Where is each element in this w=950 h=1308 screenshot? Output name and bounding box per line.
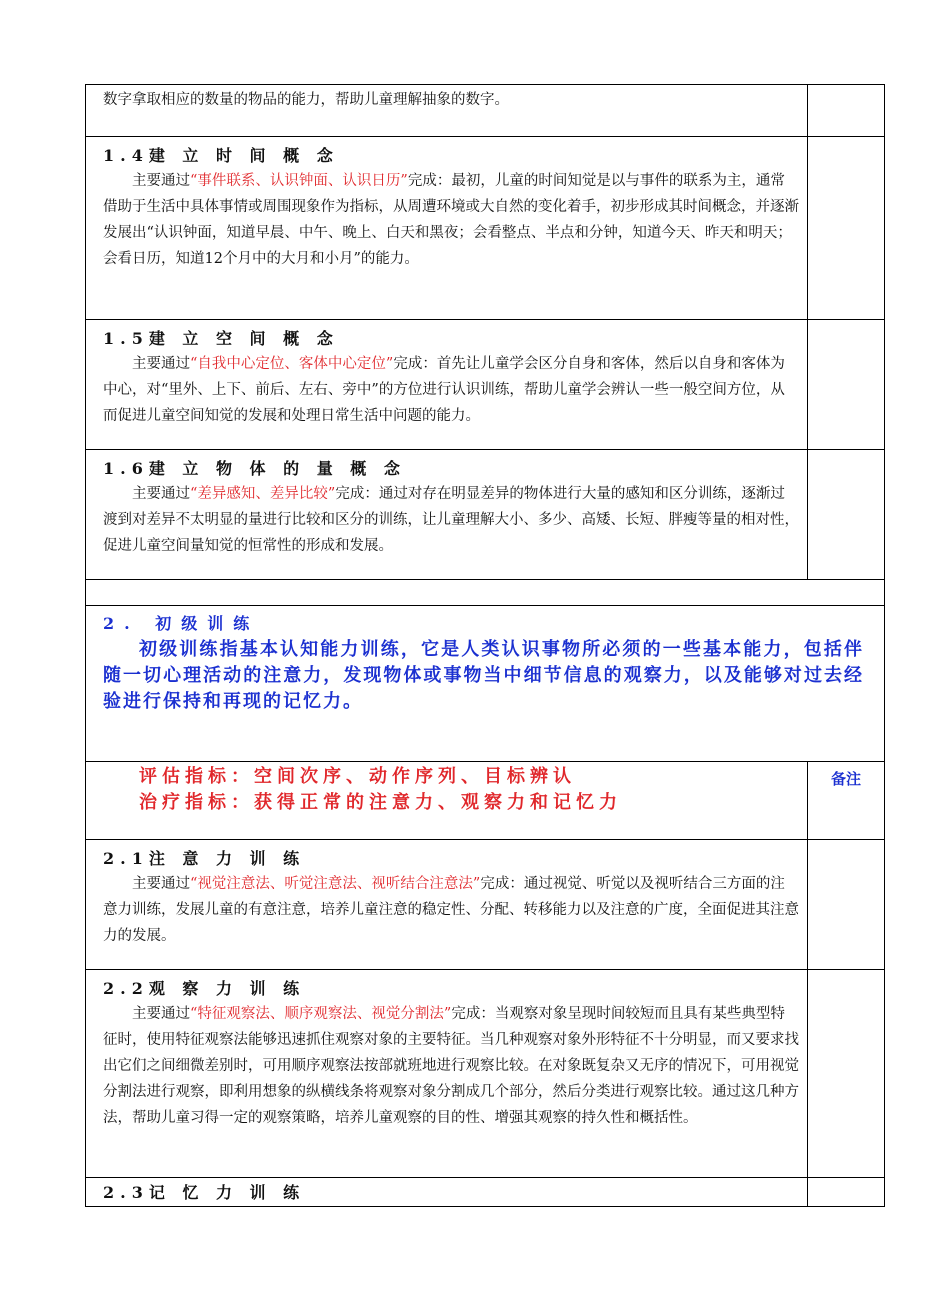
remark-cell xyxy=(808,450,885,580)
section-title-1-6: 1.6建 立 物 体 的 量 概 念 xyxy=(103,459,406,478)
table-row xyxy=(86,840,885,970)
table-row xyxy=(86,970,885,1178)
section-title-1-5: 1.5建 立 空 间 概 念 xyxy=(103,329,339,348)
section-body-1-5: 主要通过“自我中心定位、客体中心定位”完成：首先让儿童学会区分自身和客体，然后以自身和客体为中心，对“里外、上下、前后、左右、旁中”的方位进行认识训练，帮助儿童学会辨认一些一般空间方位，从而促进儿童空间知觉的发展和处理日常生活中问题的能力。 xyxy=(103,356,785,424)
section-desc-2: 初级训练指基本认知能力训练，它是人类认识事物所必须的一些基本能力，包括伴随一切心理活动的注意力，发现物体或事物当中细节信息的观察力，以及能够对过去经验进行保持和再现的记忆力。 xyxy=(103,639,864,712)
spacer-cell xyxy=(86,580,885,606)
remark-cell xyxy=(808,762,885,840)
main-cell xyxy=(86,1178,808,1207)
remark-cell xyxy=(808,320,885,450)
table-row xyxy=(86,450,885,580)
remark-cell xyxy=(808,137,885,320)
document-table-container xyxy=(85,84,884,1207)
remark-cell xyxy=(808,970,885,1178)
section-2-cell xyxy=(86,606,885,762)
section-body-2-1: 主要通过“视觉注意法、听觉注意法、视听结合注意法”完成：通过视觉、听觉以及视听结合三方面的注意力训练，发展儿童的有意注意，培养儿童注意的稳定性、分配、转移能力以及注意的广度，全面促进其注意力的发展。 xyxy=(103,876,799,944)
section-body-2-2: 主要通过“特征观察法、顺序观察法、视觉分割法”完成：当观察对象呈现时间较短而且具有某些典型特征时，使用特征观察法能够迅速抓住观察对象的主要特征。当几种观察对象外形特征不十分明显，而又要求找出它们之间细微差别时，可用顺序观察法按部就班地进行观察比较。在对象既复杂又无序的情况下，可用视觉分割法进行观察，即利用想象的纵横线条将观察对象分割成几个部分，然后分类进行观察比较。通过这几种方法，帮助儿童习得一定的观察策略，培养儿童观察的目的性、增强其观察的持久性和概括性。 xyxy=(103,1006,799,1126)
remark-cell xyxy=(808,85,885,137)
table-row xyxy=(86,320,885,450)
section-body-1-4: 主要通过“事件联系、认识钟面、认识日历”完成：最初，儿童的时间知觉是以与事件的联系为主，通常借助于生活中具体事情或周围现象作为指标，从周遭环境或大自然的变化着手，初步形成其时间概念，并逐渐发展出“认识钟面，知道早晨、中午、晚上、白天和黑夜；会看整点、半点和分钟，知道今天、昨天和明天；会看日历，知道12个月中的大月和小月”的能力。 xyxy=(103,173,799,267)
main-cell xyxy=(86,840,808,970)
intro-line: 数字拿取相应的数量的物品的能力，帮助儿童理解抽象的数字。 xyxy=(103,92,509,108)
methods-1-5: “自我中心定位、客体中心定位” xyxy=(190,356,394,372)
table-row xyxy=(86,606,885,762)
section-title-2-3: 2.3记 忆 力 训 练 xyxy=(103,1183,306,1202)
table-row xyxy=(86,1178,885,1207)
methods-2-2: “特征观察法、顺序观察法、视觉分割法” xyxy=(190,1006,452,1022)
main-cell xyxy=(86,85,808,137)
section-title-1-4: 1.4建 立 时 间 概 念 xyxy=(103,146,339,165)
main-cell xyxy=(86,450,808,580)
eval-indicator: 评估指标：空间次序、动作序列、目标辨认 xyxy=(139,766,576,787)
main-cell xyxy=(86,762,808,840)
table-row xyxy=(86,762,885,840)
section-title-2-2: 2.2观 察 力 训 练 xyxy=(103,979,306,998)
remark-cell xyxy=(808,1178,885,1207)
remark-cell xyxy=(808,840,885,970)
training-table xyxy=(85,84,885,1207)
methods-1-6: “差异感知、差异比较” xyxy=(190,486,336,502)
remark-label: 备注 xyxy=(830,770,861,788)
table-row xyxy=(86,137,885,320)
section-title-2: 2. 初级训练 xyxy=(103,614,260,633)
main-cell xyxy=(86,970,808,1178)
treatment-indicator: 治疗指标：获得正常的注意力、观察力和记忆力 xyxy=(139,792,622,813)
methods-1-4: “事件联系、认识钟面、认识日历” xyxy=(190,173,408,189)
table-row xyxy=(86,85,885,137)
main-cell xyxy=(86,137,808,320)
methods-2-1: “视觉注意法、听觉注意法、视听结合注意法” xyxy=(190,876,481,892)
section-title-2-1: 2.1注 意 力 训 练 xyxy=(103,849,306,868)
main-cell xyxy=(86,320,808,450)
section-body-1-6: 主要通过“差异感知、差异比较”完成：通过对存在明显差异的物体进行大量的感知和区分训练，逐渐过渡到对差异不太明显的量进行比较和区分的训练，让儿童理解大小、多少、高矮、长短、胖瘦等量的相对性，促进儿童空间量知觉的恒常性的形成和发展。 xyxy=(103,486,799,554)
spacer-row xyxy=(86,580,885,606)
